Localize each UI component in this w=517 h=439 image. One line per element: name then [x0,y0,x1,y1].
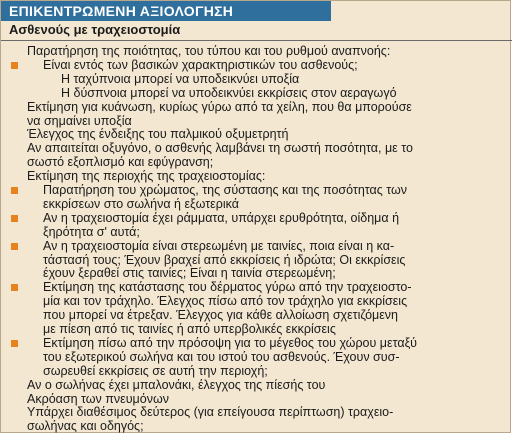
text-line: σωλήνας και οδηγός; [27,419,144,434]
text-line: του εξωτερικού σωλήνα και του ιστού του ασθενούς. Έχουν συσ- [43,349,400,364]
bullet-icon [11,340,18,347]
text-line: Είναι εντός των βασικών χαρακτηριστικών του ασθενούς; [43,57,358,72]
text-line: Παρατήρηση της ποιότητας, του τύπου και του ρυθμού αναπνοής: [27,44,391,58]
text-line: σωρευθεί εκκρίσεις σε αυτή την περιοχή; [43,363,268,378]
text-line: Αν ο σωλήνας έχει μπαλονάκι, έλεγχος της πίεσής του [27,377,326,392]
text-line: Εκτίμηση πίσω από την πρόσοψη για το μέγεθος του χώρου μεταξύ [43,335,418,350]
text-line: Αν απαιτείται οξυγόνο, ο ασθενής λαμβάνει τη σωστή ποσότητα, με το [27,141,413,156]
text-line: Ακρόαση των πνευμόνων [27,391,169,406]
bullet-icon [11,62,18,69]
text-line: έχουν ξεραθεί στις ταινίες; Είναι η ταινία στερεωμένη; [43,266,336,281]
text-line: τάστασή τους; Έχουν βραχεί από εκκρίσεις ή ιδρώτα; Οι εκκρίσεις [43,252,406,267]
text-line: Αν η τραχειοστομία είναι στερεωμένη με ταινίες, ποια είναι η κα- [43,238,395,253]
text-line: εκκρίσεων στο σωλήνα ή εξωτερικά [43,196,239,211]
box-header [1,1,512,41]
bullet-icon [11,243,18,250]
bullet-icon [11,215,18,222]
text-line: Εκτίμηση της κατάστασης του δέρματος γύρω από την τραχειοστο- [43,280,412,295]
box-subtitle: Ασθενούς με τραχειοστομία [9,22,181,37]
text-line: με πίεση από τις ταινίες ή από υπερβολικές εκκρίσεις [43,322,336,336]
text-line: Αν η τραχειοστομία έχει ράμματα, υπάρχει ερυθρότητα, οίδημα ή [43,210,400,225]
text-line: ξηρότητα σ' αυτά; [43,224,140,239]
text-line: που μπορεί να έτρεξαν. Έλεγχος για κάθε αλλοίωση σχετιζόμενη [43,308,398,323]
text-line: σωστό εξοπλισμό και εφύγρανση; [27,155,214,170]
text-line: Εκτίμηση της περιοχής της τραχειοστομίας: [27,169,266,184]
bullet-icon [11,187,18,194]
text-line: Η δύσπνοια μπορεί να υποδεικνύει εκκρίσεις στον αεραγωγό [61,85,397,100]
header-divider [1,40,512,41]
text-line: να σημαίνει υποξία [27,113,132,128]
text-line: Έλεγχος της ένδειξης του παλμικού οξυμετρητή [27,127,289,142]
box-title: ΕΠΙΚΕΝΤΡΩΜΕΝΗ ΑΞΙΟΛΟΓΗΣΗ [1,1,331,21]
text-line: Παρατήρηση του χρώματος, της σύστασης και της ποσότητας των [43,183,408,197]
bullet-icon [11,284,18,291]
text-line: Υπάρχει διαθέσιμος δεύτερος (για επείγουσα περίπτωση) τραχειο- [27,405,394,420]
text-line: μία και τον τράχηλο. Έλεγχος πίσω από τον τράχηλο για εκκρίσεις [43,294,408,309]
text-line: Εκτίμηση για κυάνωση, κυρίως γύρω από τα χείλη, που θα μπορούσε [27,99,412,114]
text-line: Η ταχύπνοια μπορεί να υποδεικνύει υποξία [61,71,300,86]
